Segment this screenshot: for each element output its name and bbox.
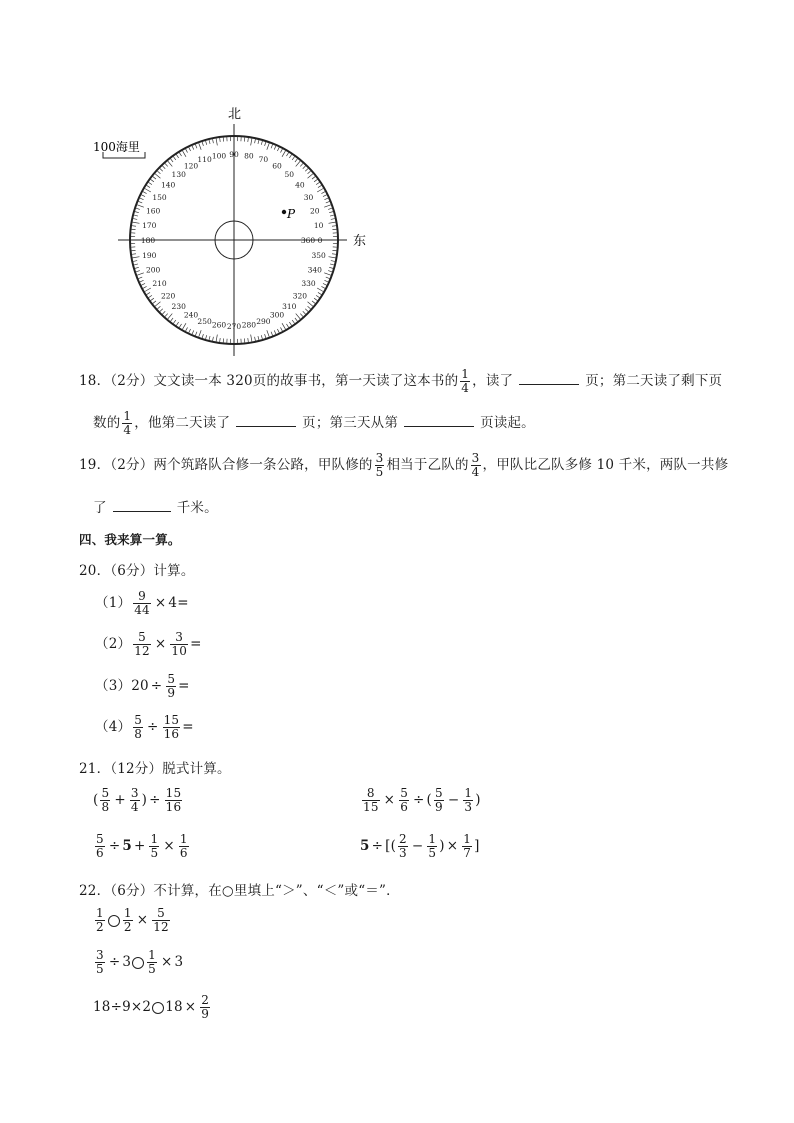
compass-tick	[308, 302, 313, 306]
compass-degree-label: 230	[171, 301, 186, 311]
compass-tick	[277, 147, 279, 151]
q18-text4: 数的	[93, 415, 121, 431]
q20-item-3: （3）20 ÷ $\frac{5}{9}$ =	[95, 672, 190, 700]
compass-degree-label: 200	[146, 265, 161, 275]
compass-tick	[176, 322, 178, 325]
q19-fraction-2: $\frac{3}{4}$	[471, 451, 480, 479]
compass-tick	[308, 174, 313, 178]
compass-degree-label: 90	[229, 150, 239, 159]
compass-tick	[329, 267, 333, 268]
compass-tick	[171, 159, 173, 162]
q18-blank-1[interactable]	[519, 372, 579, 385]
compass-tick	[255, 337, 256, 341]
compass-tick	[199, 143, 201, 150]
compass-tick	[300, 163, 303, 166]
compass-tick	[258, 336, 259, 340]
q22-number: 22．	[79, 883, 111, 899]
compass-degree-label: 100	[211, 151, 227, 161]
compass-tick	[277, 329, 279, 333]
compass-tick	[199, 330, 201, 337]
compass-tick	[192, 330, 194, 334]
compass-tick	[206, 335, 207, 339]
compass-tick	[282, 323, 286, 329]
point-p-label: P	[287, 207, 296, 221]
q19-blank[interactable]	[113, 499, 171, 512]
compass-tick	[312, 301, 315, 303]
compass-degree-label: 150	[152, 193, 167, 202]
compass-degree-label: 0	[317, 236, 323, 245]
compass-tick	[324, 205, 331, 207]
compass-degree-label: 40	[295, 180, 305, 190]
question-19-line1	[79, 452, 728, 479]
q19-text5: 千米。	[176, 500, 218, 516]
compass-tick	[171, 318, 173, 321]
q19-text4: 了	[93, 500, 107, 516]
compass-tick	[186, 149, 188, 153]
q21-number: 21．	[79, 761, 111, 777]
compass-tick	[216, 139, 217, 146]
compass-tick	[216, 335, 217, 342]
compass-tick	[295, 159, 297, 162]
compass-tick	[143, 286, 147, 288]
compass-tick	[160, 309, 163, 312]
east-label: 东	[353, 234, 367, 249]
compass-tick	[202, 334, 203, 338]
compass-degree-label: 190	[142, 250, 157, 260]
compass-degree-label: 300	[269, 310, 285, 320]
point-p-dot	[282, 210, 286, 214]
compass-tick	[206, 141, 207, 145]
compass-tick	[282, 151, 286, 157]
q18-blank-3[interactable]	[404, 414, 474, 427]
compass-tick	[271, 332, 272, 336]
compass-tick	[151, 298, 154, 300]
q19-number: 19．	[79, 457, 111, 473]
compass-tick	[312, 177, 315, 179]
q18-text7: 页读起。	[480, 415, 535, 431]
compass-tick	[274, 146, 276, 150]
q18-text2: ，读了	[472, 373, 514, 389]
compass-tick	[186, 327, 188, 331]
compass-degree-label: 170	[142, 221, 157, 231]
compass-tick	[209, 140, 210, 144]
section-4-title: 四、我来算一算。	[79, 532, 181, 547]
compass-tick	[289, 155, 291, 158]
compass-tick	[155, 302, 160, 306]
compass-tick	[305, 168, 308, 171]
compass-tick	[258, 140, 259, 144]
compass-tick	[332, 254, 336, 255]
compass-degree-label: 70	[258, 155, 269, 165]
q18-text3: 页；第二天读了剩下页	[585, 373, 723, 389]
q20-text: 计算。	[153, 563, 195, 579]
compass-tick	[280, 327, 282, 331]
compass-tick	[168, 161, 172, 166]
compass-tick	[140, 280, 144, 282]
compass-degree-label: 60	[272, 161, 282, 171]
q22-comparison-3: 18÷9×2 18 × $\frac{2}{9}$	[93, 993, 210, 1021]
compass-degree-label: 180	[140, 236, 156, 245]
q18-text6: 页；第三天从第	[302, 415, 399, 431]
compass-tick	[209, 336, 210, 340]
compass-tick	[179, 153, 181, 156]
compass-tick	[213, 337, 214, 341]
q21-expression-3: $\frac{5}{6}$ ÷ 5 + $\frac{1}{5}$ × $\frac{1}{6}$	[96, 832, 188, 860]
compass-tick	[329, 222, 336, 223]
q21-expression-1: ( $\frac{5}{8}$ + $\frac{3}{4}$ ) ÷ $\frac{15}{16}$	[93, 786, 182, 814]
compass-tick	[292, 157, 294, 160]
compass-tick	[202, 142, 203, 146]
compass-tick	[303, 166, 306, 169]
compass-degree-label: 250	[197, 316, 212, 326]
compass-tick	[173, 157, 175, 160]
compass-tick	[133, 219, 137, 220]
compass-tick	[300, 314, 303, 317]
compass-tick	[139, 201, 143, 202]
north-label: 北	[228, 107, 242, 122]
compass-degree-label: 10	[313, 221, 324, 231]
compass-tick	[317, 189, 323, 193]
compass-tick	[153, 301, 156, 303]
compass-tick	[195, 332, 196, 336]
q21-expression-4: 5 ÷ [( $\frac{2}{3}$ − $\frac{1}{5}$ ) × $\frac{1}{7}$ ]	[360, 832, 480, 860]
compass-tick	[323, 283, 327, 285]
q19-text2: 相当于乙队的	[386, 457, 469, 473]
compass-degree-label: 280	[241, 320, 257, 330]
compass-degree-label: 160	[146, 206, 161, 216]
compass-tick	[274, 330, 276, 334]
compass-degree-label: 80	[244, 151, 254, 161]
q21-text: 脱式计算。	[162, 761, 231, 777]
q22-comparison-2: $\frac{3}{5}$ ÷ 3 $\frac{1}{5}$ × 3	[96, 948, 184, 976]
compass-tick	[261, 335, 262, 339]
compass-tick	[147, 185, 150, 187]
compass-degree-label: 360	[300, 236, 316, 245]
compass-tick	[316, 182, 319, 184]
compass-tick	[326, 277, 330, 278]
compass-tick	[149, 295, 152, 297]
q18-fraction-1: $\frac{1}{4}$	[461, 367, 470, 395]
compass-tick	[183, 151, 187, 157]
q22-comparison-1: $\frac{1}{2}$ $\frac{1}{2}$ × $\frac{5}{12}$	[96, 906, 169, 934]
compare-circle-1[interactable]	[108, 915, 120, 927]
compare-circle-2[interactable]	[132, 957, 144, 969]
compare-circle-3[interactable]	[152, 1002, 164, 1014]
compass-degree-label: 310	[282, 301, 297, 311]
compass-tick	[134, 264, 138, 265]
compass-tick	[145, 189, 151, 193]
compass-tick	[135, 212, 139, 213]
compass-tick	[328, 208, 332, 209]
compass-degree-label: 290	[256, 316, 271, 326]
compass-tick	[324, 280, 328, 282]
compass-tick	[314, 179, 317, 181]
compass-tick	[133, 222, 140, 223]
compass-tick	[331, 219, 335, 220]
q18-score: （2分）	[110, 373, 154, 389]
compass-tick	[332, 226, 336, 227]
compass-tick	[321, 286, 325, 288]
q18-text1: 文文读一本 320页的故事书，第一天读了这本书的	[153, 373, 459, 389]
q19-text1: 两个筑路队合修一条公路，甲队修的	[153, 457, 373, 473]
compass-tick	[141, 195, 145, 197]
question-18-line1	[79, 368, 722, 395]
q20-item-2: （2） $\frac{5}{12}$ × $\frac{3}{10}$ =	[95, 630, 202, 658]
compass-degree-label: 120	[183, 161, 199, 171]
compass-degree-label: 50	[284, 170, 295, 180]
compass-tick	[305, 309, 308, 312]
compass-degree-label: 350	[311, 250, 326, 260]
compass-tick	[135, 267, 139, 268]
compass-tick	[318, 185, 321, 187]
q19-text3: ，甲队比乙队多修 10 千米，两队一共修	[482, 457, 729, 473]
scale-label: 100海里	[93, 140, 140, 154]
question-18-line2	[93, 410, 535, 437]
compass-tick	[179, 324, 181, 327]
compass-tick	[153, 177, 156, 179]
compass-tick	[137, 205, 144, 207]
compass-tick	[160, 168, 163, 171]
compass-tick	[176, 155, 178, 158]
compass-tick	[132, 254, 136, 255]
compass-degree-label: 30	[303, 193, 314, 202]
question-22-header	[79, 879, 400, 899]
compass-tick	[295, 318, 297, 321]
compass-degree-label: 260	[211, 320, 227, 330]
compass-tick	[248, 338, 249, 342]
compass-tick	[157, 306, 160, 309]
compass-tick	[318, 292, 321, 294]
compass-tick	[330, 215, 334, 216]
compass-tick	[289, 322, 291, 325]
compass-tick	[151, 179, 154, 181]
q20-item-1: （1） $\frac{9}{44}$ × 4=	[95, 589, 189, 617]
compass-tick	[168, 314, 172, 319]
compass-degree-label: 110	[197, 155, 212, 165]
q19-score: （2分）	[110, 457, 154, 473]
compass-degree-label: 320	[292, 291, 308, 301]
compass-tick	[213, 139, 214, 143]
compass-tick	[286, 153, 288, 156]
question-20-header	[79, 559, 195, 579]
q22-text: 不计算，在○里填上“＞”、“＜”或“＝”．	[153, 883, 400, 899]
compass-tick	[328, 271, 332, 272]
compass-tick	[162, 166, 165, 169]
compass-diagram	[85, 100, 385, 360]
compass-tick	[280, 149, 282, 153]
compass-tick	[140, 198, 144, 200]
q19-fraction-1: $\frac{3}{5}$	[375, 451, 384, 479]
q18-text5: ，他第二天读了	[134, 415, 231, 431]
question-19-line2	[93, 496, 218, 516]
compass-tick	[248, 138, 249, 142]
compass-tick	[324, 273, 331, 275]
compass-tick	[267, 143, 269, 150]
compass-tick	[308, 306, 311, 309]
compass-tick	[316, 295, 319, 297]
compass-tick	[136, 271, 140, 272]
compass-tick	[192, 146, 194, 150]
compass-tick	[132, 226, 136, 227]
compass-tick	[165, 163, 168, 166]
compass-tick	[134, 215, 138, 216]
compass-tick	[155, 174, 160, 178]
compass-degree-label: 20	[310, 206, 320, 216]
compass-tick	[157, 171, 160, 174]
compass-tick	[296, 314, 300, 319]
compass-tick	[271, 145, 272, 149]
compass-tick	[286, 324, 288, 327]
compass-tick	[265, 334, 266, 338]
compass-tick	[303, 311, 306, 314]
q18-blank-2[interactable]	[236, 414, 296, 427]
question-21-header	[79, 757, 231, 777]
compass-tick	[195, 145, 196, 149]
compass-tick	[296, 161, 300, 166]
compass-tick	[329, 212, 333, 213]
compass-tick	[317, 288, 323, 292]
compass-tick	[265, 142, 266, 146]
q21-expression-2: $\frac{8}{15}$ × $\frac{5}{6}$ ÷ ( $\frac{5}{9}$ − $\frac{1}{3}$ )	[363, 786, 481, 814]
compass-tick	[137, 273, 144, 275]
compass-tick	[324, 198, 328, 200]
compass-tick	[141, 283, 145, 285]
compass-tick	[183, 323, 187, 329]
compass-tick	[321, 192, 325, 194]
compass-degree-label: 130	[171, 170, 186, 180]
compass-tick	[162, 311, 165, 314]
compass-tick	[326, 201, 330, 202]
compass-tick	[251, 139, 252, 146]
compass-tick	[323, 195, 327, 197]
compass-tick	[189, 147, 191, 151]
compass-tick	[251, 335, 252, 342]
compass-tick	[292, 320, 294, 323]
q18-fraction-2: $\frac{1}{4}$	[123, 409, 132, 437]
compass-degree-label: 240	[183, 310, 199, 320]
compass-tick	[149, 182, 152, 184]
q20-score: （6分）	[110, 563, 154, 579]
compass-tick	[139, 277, 143, 278]
compass-tick	[173, 320, 175, 323]
compass-tick	[220, 338, 221, 342]
compass-tick	[267, 330, 269, 337]
compass-degree-label: 330	[301, 279, 316, 288]
compass-tick	[165, 314, 168, 317]
compass-tick	[314, 298, 317, 300]
q18-number: 18．	[79, 373, 111, 389]
compass-tick	[330, 264, 334, 265]
compass-tick	[255, 139, 256, 143]
compass-degree-label: 340	[307, 265, 322, 275]
compass-tick	[136, 208, 140, 209]
compass-tick	[261, 141, 262, 145]
q20-number: 20．	[79, 563, 111, 579]
compass-tick	[133, 257, 140, 258]
q22-score: （6分）	[110, 883, 154, 899]
compass-tick	[147, 292, 150, 294]
compass-tick	[143, 192, 147, 194]
compass-tick	[145, 288, 151, 292]
compass-tick	[189, 329, 191, 333]
compass-degree-label: 270	[226, 322, 242, 331]
compass-tick	[220, 138, 221, 142]
compass-tick	[329, 257, 336, 258]
q21-score: （12分）	[110, 761, 163, 777]
compass-tick	[133, 261, 137, 262]
compass-tick	[308, 171, 311, 174]
compass-tick	[331, 261, 335, 262]
compass-degree-label: 220	[160, 291, 176, 301]
q20-item-4: （4） $\frac{5}{8}$ ÷ $\frac{15}{16}$ =	[95, 713, 194, 741]
compass-degree-label: 140	[160, 180, 176, 190]
compass-degree-label: 210	[152, 279, 167, 288]
